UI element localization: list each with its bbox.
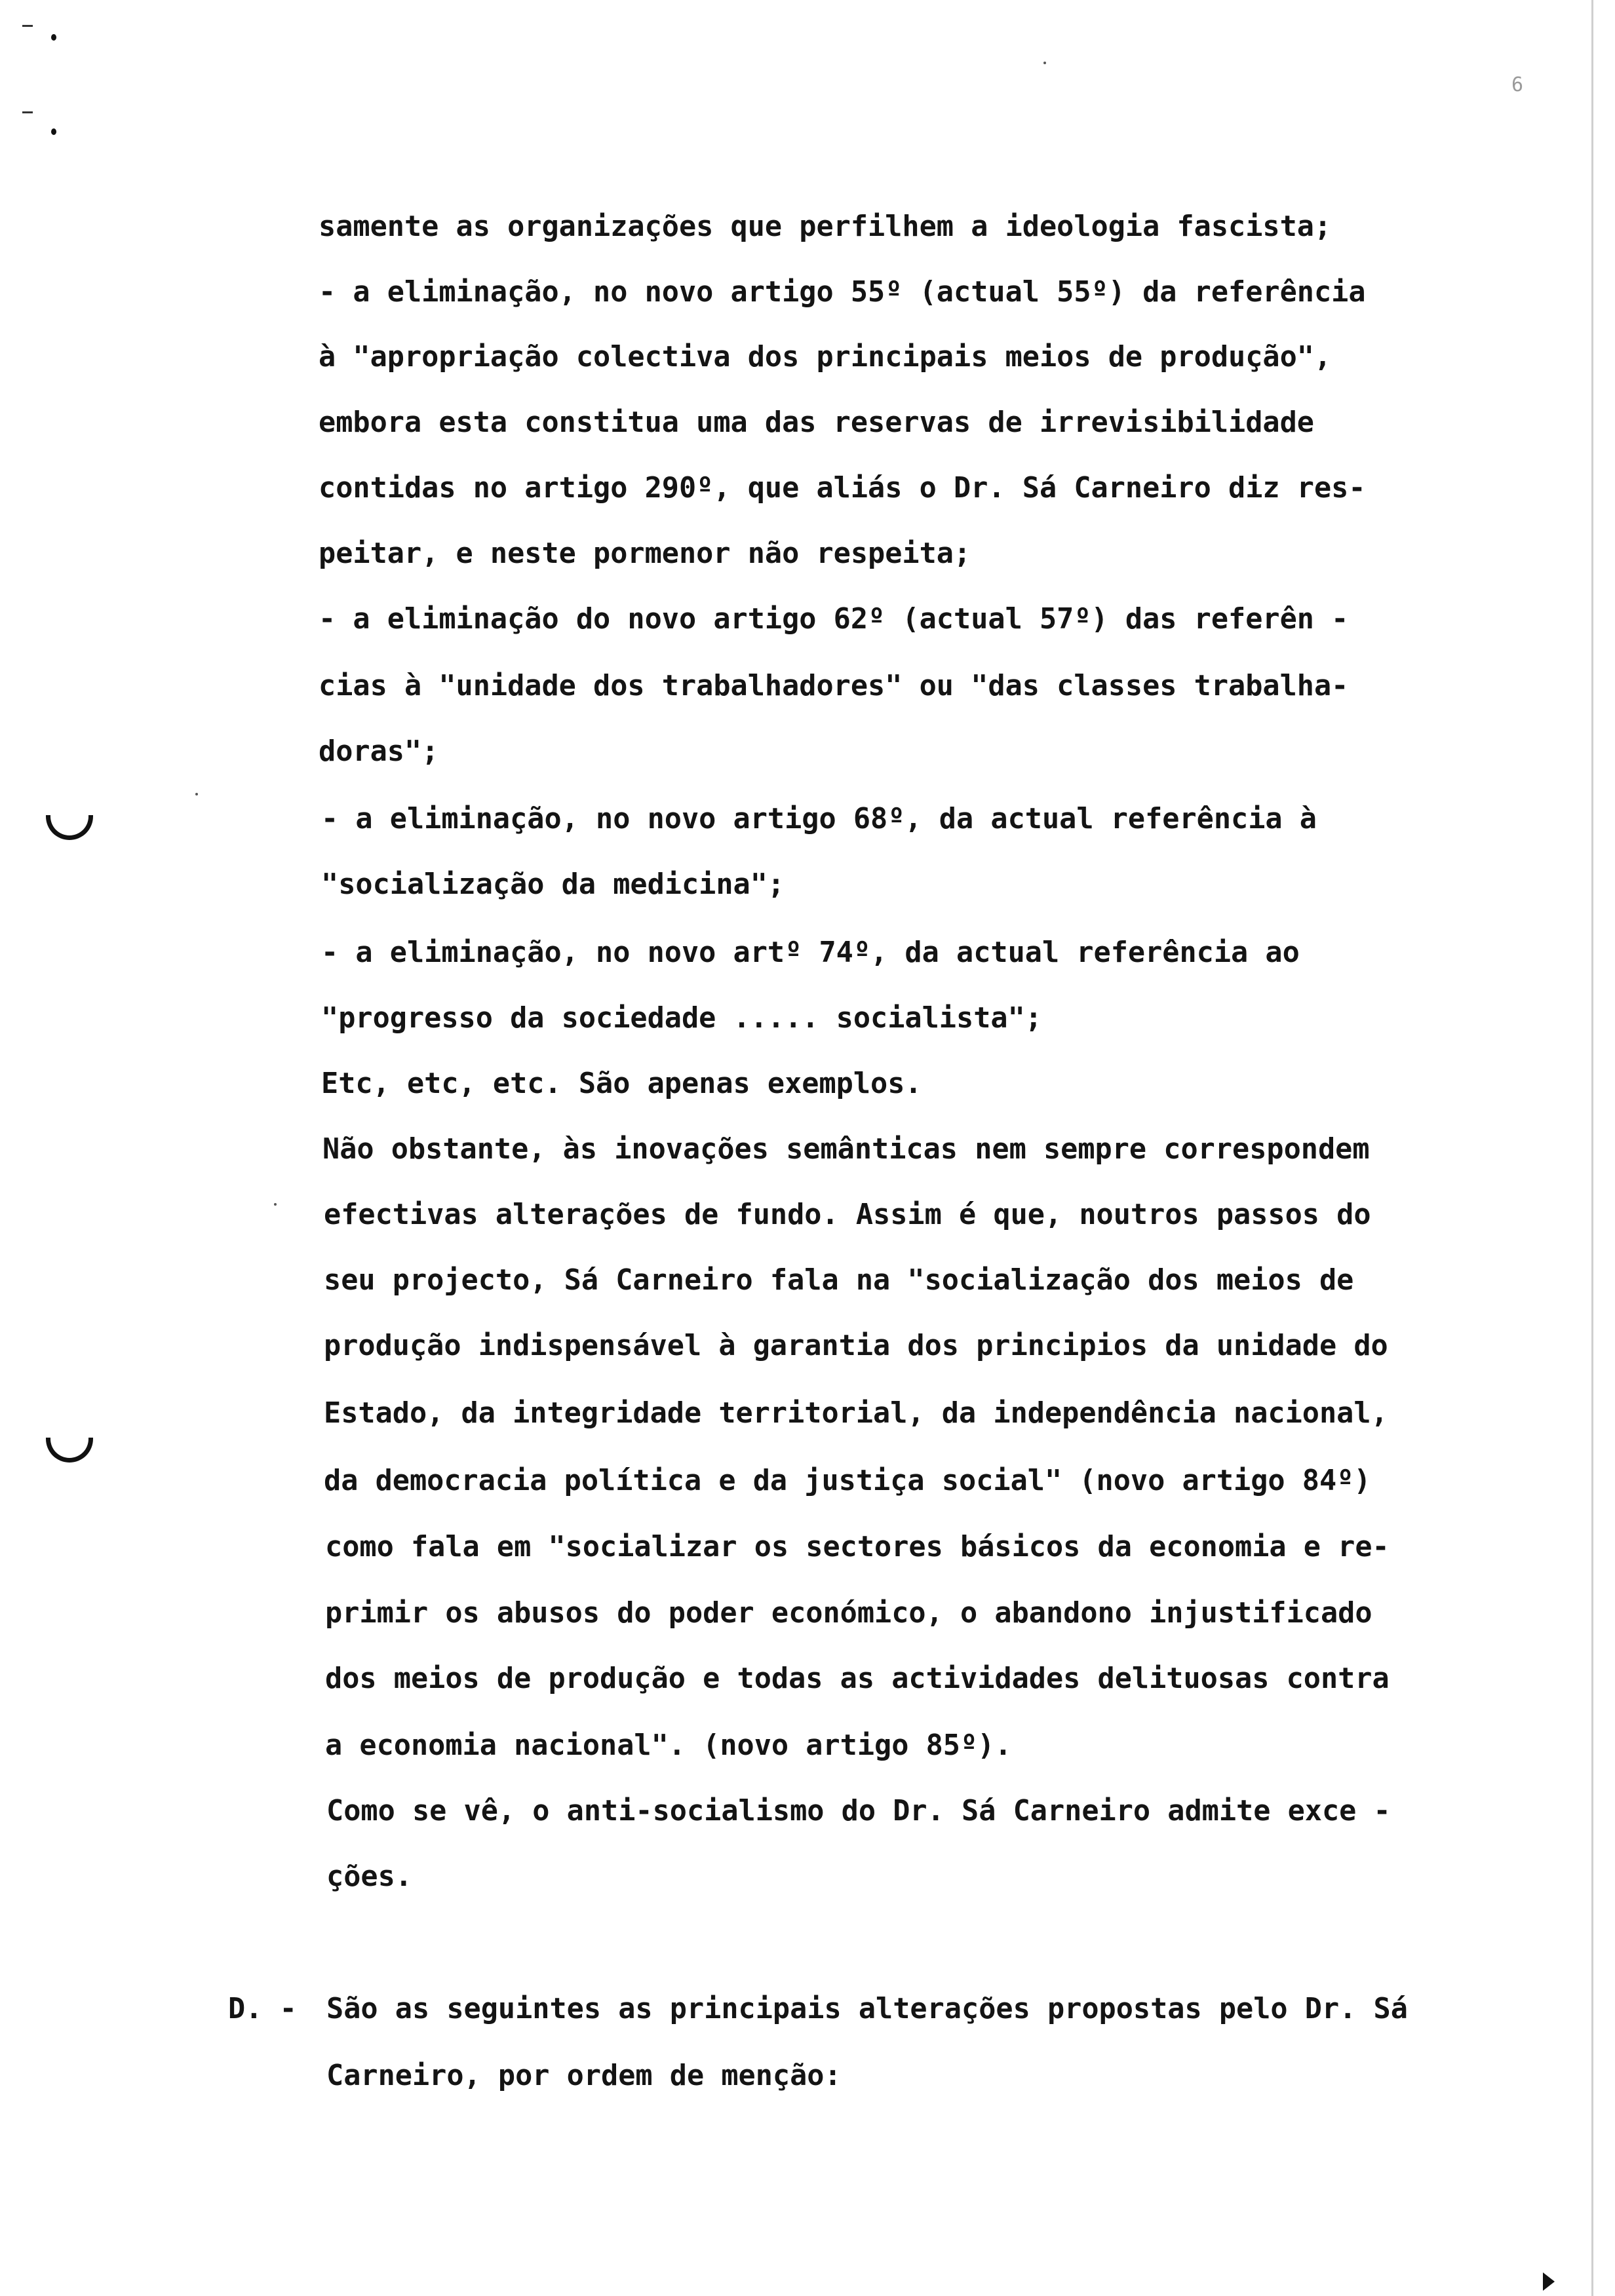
text-line: da democracia política e da justiça social" (novo artigo 84º) [324,1464,1371,1497]
text-line: a economia nacional". (novo artigo 85º). [325,1729,1012,1762]
text-line: primir os abusos do poder económico, o abandono injustificado [325,1597,1372,1630]
scan-speck-icon [274,1203,277,1206]
text-line: doras"; [319,735,439,768]
scan-mark-icon [22,111,33,113]
text-line: Estado, da integridade territorial, da independência nacional, [324,1397,1388,1430]
section-d-line: São as seguintes as principais alterações propostas pelo Dr. Sá [326,1993,1408,2025]
text-line: samente as organizações que perfilhem a ideologia fascista; [319,210,1332,243]
text-line: Como se vê, o anti-socialismo do Dr. Sá Carneiro admite exce - [326,1795,1391,1827]
text-line: Etc, etc, etc. São apenas exemplos. [321,1067,922,1100]
text-line: cias à "unidade dos trabalhadores" ou "das classes trabalha- [319,670,1349,702]
text-line: contidas no artigo 290º, que aliás o Dr. Sá Carneiro diz res- [319,472,1366,505]
punch-hole-icon [46,1438,93,1463]
text-line: Não obstante, às inovações semânticas nem sempre correspondem [322,1133,1370,1166]
text-line: seu projecto, Sá Carneiro fala na "socialização dos meios de [324,1264,1354,1297]
text-line: embora esta constitua uma das reservas de irrevisibilidade [319,406,1314,439]
text-line: - a eliminação, no novo artº 74º, da actual referência ao [321,936,1300,969]
text-line: - a eliminação, no novo artigo 68º, da actual referência à [321,803,1317,835]
scan-mark-icon [51,34,56,41]
section-d-marker: D. - [228,1993,297,2025]
text-line: ções. [326,1860,412,1893]
page-edge [1591,0,1593,2296]
text-line: como fala em "socializar os sectores básicos da economia e re- [325,1531,1390,1563]
text-line: - a eliminação, no novo artigo 55º (actual 55º) da referência [319,276,1366,309]
section-d-line: Carneiro, por ordem de menção: [326,2059,842,2092]
scan-speck-icon [195,793,198,795]
text-line: dos meios de produção e todas as actividades delituosas contra [325,1662,1390,1695]
text-line: efectivas alterações de fundo. Assim é que, noutros passos do [324,1198,1371,1231]
scan-speck-icon [1043,62,1046,64]
text-line: peitar, e neste pormenor não respeita; [319,537,971,570]
text-line: à "apropriação colectiva dos principais meios de produção", [319,341,1332,373]
corner-mark-icon [1543,2272,1555,2291]
scan-mark-icon [22,25,33,27]
text-line: - a eliminação do novo artigo 62º (actual 57º) das referên - [319,603,1349,636]
scan-mark-icon [51,128,56,135]
text-line: "progresso da sociedade ..... socialista"; [321,1002,1042,1035]
text-line: "socialização da medicina"; [321,868,785,901]
text-line: produção indispensável à garantia dos principios da unidade do [324,1330,1388,1362]
punch-hole-icon [46,815,93,840]
page-number: 6 [1511,73,1524,96]
